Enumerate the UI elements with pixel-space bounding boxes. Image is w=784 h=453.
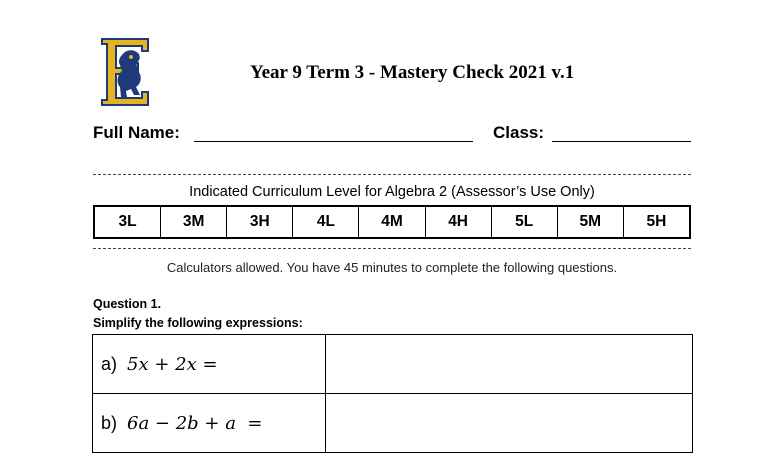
question-row <box>93 335 693 394</box>
class-label: Class: <box>493 123 545 142</box>
level-cell-3h[interactable]: 3H <box>227 207 293 237</box>
class-blank-line[interactable] <box>552 141 691 142</box>
dashed-divider-bottom <box>93 248 691 249</box>
level-cell-3m[interactable]: 3M <box>161 207 227 237</box>
question-1-instruction: Simplify the following expressions: <box>93 316 303 330</box>
exam-instructions: Calculators allowed. You have 45 minutes to complete the following questions. <box>166 260 618 275</box>
level-cell-4l[interactable]: 4L <box>293 207 359 237</box>
question-label: b) <box>101 412 118 433</box>
answer-cell[interactable] <box>325 394 692 453</box>
school-crest-lion-e-icon <box>100 37 152 107</box>
question-label: a) <box>101 353 118 374</box>
dashed-divider-top <box>93 174 691 175</box>
answer-cell[interactable] <box>325 335 692 394</box>
question-row <box>93 394 693 453</box>
level-cell-3l[interactable]: 3L <box>95 207 161 237</box>
full-name-blank-line[interactable] <box>194 141 473 142</box>
level-cell-5l[interactable]: 5L <box>492 207 558 237</box>
question-1-table <box>92 334 693 453</box>
page-title: Year 9 Term 3 - Mastery Check 2021 v.1 <box>250 62 575 83</box>
question-cell <box>93 335 326 394</box>
school-crest-logo <box>100 37 152 107</box>
full-name-label: Full Name: <box>93 123 180 142</box>
level-cell-4m[interactable]: 4M <box>359 207 425 237</box>
curriculum-level-heading: Indicated Curriculum Level for Algebra 2 (Assessor’s Use Only) <box>189 184 595 200</box>
question-1-title: Question 1. <box>93 297 162 311</box>
question-cell <box>93 394 326 453</box>
question-expression: 6a − 2b + a = <box>127 412 263 434</box>
level-cell-5m[interactable]: 5M <box>558 207 624 237</box>
question-expression: 5x + 2x = <box>127 353 218 375</box>
level-cell-4h[interactable]: 4H <box>426 207 492 237</box>
curriculum-level-table <box>93 205 691 239</box>
level-cell-5h[interactable]: 5H <box>646 213 667 230</box>
